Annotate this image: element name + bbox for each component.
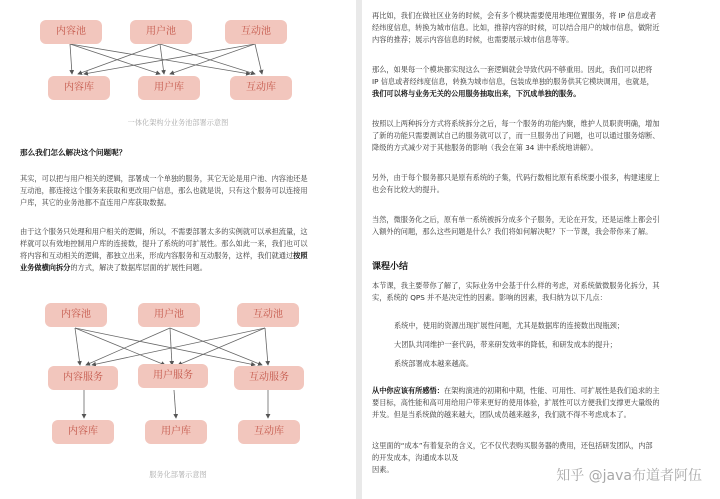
text-line: 内容的推荐；展示内容信息的时候，也需要展示城市信息等等。 — [372, 35, 574, 44]
list-item: 大团队共同维护一套代码，带来研发效率的降低，和研发成本的提升； — [394, 340, 617, 349]
user-pool-box: 用户池 — [138, 303, 200, 327]
interaction-pool-box: 互动池 — [225, 20, 287, 44]
text-span: 在架构演进的初期和中期，性能、可用性、可扩展性是我们追求的主 — [443, 386, 660, 395]
text-line: 户库，其它的业务池都不直连用户库获取数据。 — [20, 198, 171, 207]
zhihu-watermark: 知乎 @java布道者阿伍 — [556, 468, 702, 484]
interaction-db-box: 互动库 — [230, 76, 292, 100]
user-service-box: 用户服务 — [138, 364, 208, 388]
text-line: IP 信息或者经纬度信息，转换为城市信息，包装成单独的服务供其它模块调用，也就是， — [372, 77, 654, 86]
text-span: 将内容和互动相关的逻辑，都独立出来，形成内容服务和互动服务，这样，我们就通过 — [20, 251, 294, 260]
text-line: 实，系统的 QPS 并不是决定性的因素。影响的因素，我归纳为以下几点： — [372, 293, 607, 302]
bold-line: 我们可以将与业务无关的公用服务抽取出来，下沉成单独的服务。 — [372, 89, 581, 98]
text-line: 并发。但是当系统做的越来越大，团队成员越来越多，我们就不得不考虑成本了。 — [372, 410, 631, 419]
text-line: 由于这个服务只处理和用户相关的逻辑，所以，不需要部署太多的实例就可以承担流量，这 — [20, 227, 308, 236]
content-pool-box: 内容池 — [45, 303, 107, 327]
section-heading: 那么我们怎么解决这个问题呢？ — [20, 148, 127, 157]
text-line: 经纬度信息，转换为城市信息。比如，推荐内容的时候，可以结合用户的城市信息，做附近 — [372, 23, 660, 32]
diagram1-caption: 一体化架构分业务池部署示意图 — [127, 118, 229, 127]
list-item: 系统中，使用的资源出现扩展性问题，尤其是数据库的连接数出现瓶颈； — [394, 321, 625, 330]
text-line: 这里面的“成本”有着复杂的含义，它不仅代表购买服务器的费用，还包括研发团队，内部 — [372, 441, 653, 450]
user-db-box: 用户库 — [145, 420, 207, 444]
diagram2-caption: 服务化部署示意图 — [149, 470, 207, 479]
user-pool-box: 用户池 — [130, 20, 192, 44]
user-db-box: 用户库 — [138, 76, 200, 100]
text-line: 样就可以有效地控制用户库的连接数，提升了系统的可扩展性。那么如此一来，我们也可以 — [20, 239, 308, 248]
text-line: 的开发成本，沟通成本以及 — [372, 453, 459, 462]
text-line: 入额外的问题，那么这些问题是什么？我们将如何解决呢？下一节课，我会带你来了解。 — [372, 227, 653, 236]
left-page — [0, 0, 356, 499]
text-line: 降级的方式减少对于其他服务的影响（我会在第 34 讲中系统地讲解）。 — [372, 143, 598, 152]
text-line: 本节课，我主要带你了解了，实际业务中会基于什么样的考虑，对系统做微服务化拆分，其 — [372, 281, 660, 290]
interaction-service-box: 互动服务 — [234, 366, 304, 390]
text-line — [372, 385, 660, 397]
text-line: 要目标，高性能和高可用给用户带来更好的使用体验，扩展性可以方便我们支撑更大量级的 — [372, 398, 660, 407]
text-line: 了新的功能只需要测试自己的服务就可以了，而一旦服务出了问题，也可以通过服务熔断、 — [372, 131, 660, 140]
bold-span: 从中你应该有所感悟： — [372, 386, 444, 395]
text-line: 其实，可以把与用户相关的逻辑，部署成一个单独的服务，其它无论是用户池、内容池还是 — [20, 174, 308, 183]
text-line: 因素。 — [372, 465, 394, 474]
content-pool-box: 内容池 — [40, 20, 102, 44]
interaction-pool-box: 互动池 — [237, 303, 299, 327]
text-span: 的方式，解决了数据库层面的扩展性问题。 — [70, 263, 207, 272]
text-line: 当然，微服务化之后，原有单一系统被拆分成多个子服务，无论在开发，还是运维上都会引 — [372, 215, 660, 224]
summary-heading: 课程小结 — [372, 262, 409, 272]
bold-span: 业务做横向拆分 — [20, 263, 71, 272]
text-line: 也会有比较大的提升。 — [372, 185, 444, 194]
interaction-db-box: 互动库 — [238, 420, 300, 444]
content-service-box: 内容服务 — [48, 366, 118, 390]
text-line: 那么，如果每一个模块都实现这么一套逻辑就会导致代码不够重用。因此，我们可以把将 — [372, 65, 653, 74]
content-db-box: 内容库 — [48, 76, 110, 100]
text-line: 再比如，我们在做社区业务的时候，会有多个模块需要使用地理位置服务，将 IP 信息或者 — [372, 11, 657, 20]
bold-span: 按照 — [293, 251, 308, 260]
text-line: 另外，由于每个服务都只是原有系统的子集，代码行数相比原有系统要小很多，构建速度上 — [372, 173, 660, 182]
text-line: 互动池，都连接这个服务来获取和更改用户信息，那么也就是说，只有这个服务可以连接用 — [20, 186, 308, 195]
text-line: 按照以上两种拆分方式将系统拆分之后，每一个服务的功能内聚，维护人员职责明确，增加 — [372, 119, 660, 128]
right-page — [362, 0, 720, 499]
content-db-box: 内容库 — [52, 420, 114, 444]
list-item: 系统部署成本越来越高。 — [394, 359, 474, 368]
